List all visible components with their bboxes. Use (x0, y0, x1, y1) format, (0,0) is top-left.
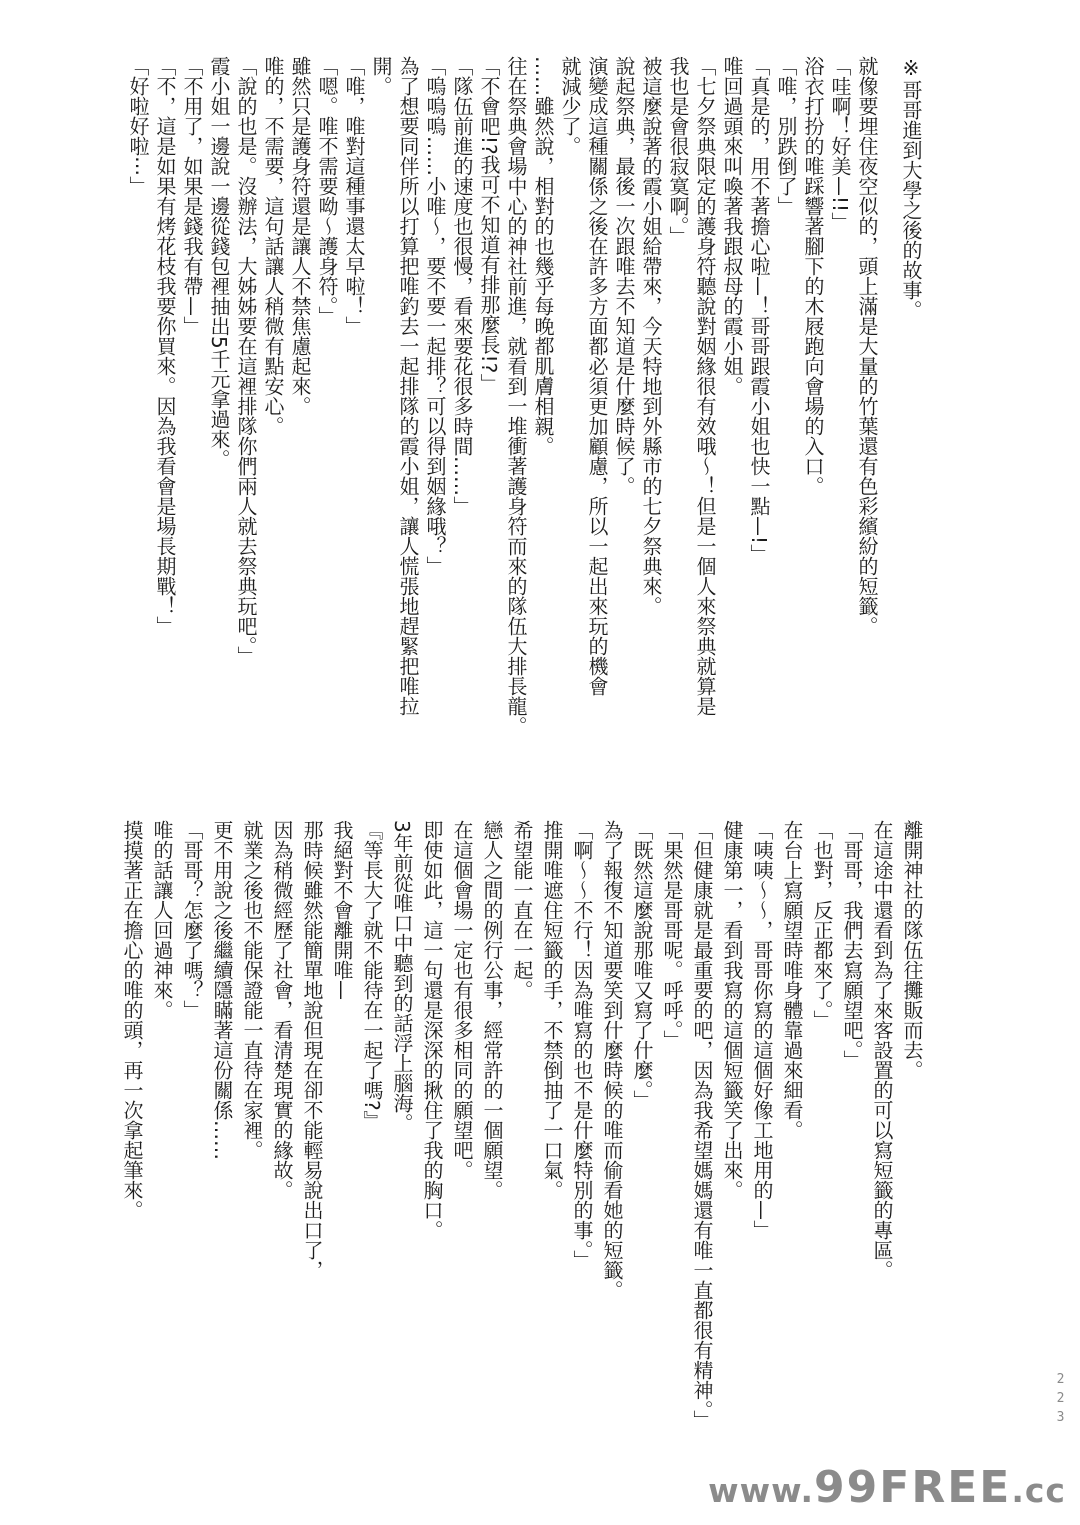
text-column: 因為稍微經歷了社會，看清楚現實的緣故。 (270, 820, 294, 1200)
story-bottom-section (117, 820, 927, 1500)
section-header-line: ※哥哥進到大學之後的故事。 (899, 56, 923, 320)
text-column: 在這途中還看到為了來客設置的可以寫短籤的專區。 (870, 820, 894, 1280)
text-column: 為了想要同伴所以打算把唯釣去一起排隊的霞小姐，讓人慌張地趕緊把唯拉 (396, 56, 420, 716)
text-column: 「啊～～不行！因為唯寫的也不是什麼特別的事。」 (570, 820, 594, 1270)
text-column: 我絕對不會離開唯— (330, 820, 354, 1000)
text-column: 開。 (369, 56, 393, 96)
text-column: 唯的話讓人回過神來。 (150, 820, 174, 1020)
text-column: 推開唯遮住短籤的手，不禁倒抽了一口氣。 (540, 820, 564, 1200)
text-column: 往在祭典會場中心的神社前進，就看到一堆衝著護身符而來的隊伍大排長龍。 (504, 56, 528, 736)
text-column: 就減少了。 (558, 56, 582, 156)
text-column: 「哇啊！好美—!!」 (828, 56, 852, 233)
text-column: 就像要埋住夜空似的，頭上滿是大量的竹葉還有色彩繽紛的短籤。 (855, 56, 879, 636)
text-column: 「好啦好啦⋯」 (126, 56, 150, 196)
text-column: 「咦咦～～，哥哥你寫的這個好像工地用的—」 (750, 820, 774, 1240)
text-column: 為了報復不知道要笑到什麼時候的唯而偷看她的短籤。 (600, 820, 624, 1300)
text-column: 說起祭典，最後一次跟唯去不知道是什麼時候了。 (612, 56, 636, 496)
text-column: 霞小姐一邊說一邊從錢包裡抽出5千元拿過來。 (207, 56, 231, 469)
text-column: 「哥哥，我們去寫願望吧。」 (840, 820, 864, 1070)
text-column: 「不用了，如果是錢我有帶—」 (180, 56, 204, 336)
text-column: 「嗚嗚嗚……小唯～，要不要一起排？可以得到姻緣哦？」 (423, 56, 447, 576)
watermark (708, 1462, 1066, 1513)
text-column: 演變成這種關係之後在許多方面都必須更加顧慮，所以一起出來玩的機會 (585, 56, 609, 696)
page-number: 223 (1053, 1372, 1068, 1429)
text-column: 更不用說之後繼續隱瞞著這份關係…… (210, 820, 234, 1160)
text-column: 我也是會很寂寞啊。」 (666, 56, 690, 246)
text-column: 「說的也是。沒辦法，大姊姊要在這裡排隊你們兩人就去祭典玩吧。」 (234, 56, 258, 666)
bottom-section-columns (117, 820, 927, 1500)
watermark-brand: 99FREE (814, 1462, 1012, 1513)
text-column: 「隊伍前進的速度也很慢，看來要花很多時間……」 (450, 56, 474, 516)
text-column: 「真是的，用不著擔心啦—！哥哥跟霞小姐也快一點—!」 (747, 56, 771, 565)
text-column: 浴衣打扮的唯踩響著腳下的木屐跑向會場的入口。 (801, 56, 825, 496)
text-column: 離開神社的隊伍往攤販而去。 (900, 820, 924, 1080)
text-column: 「也對，反正都來了。」 (810, 820, 834, 1030)
top-section-columns (124, 56, 880, 796)
text-column: 「唯，唯對這種事還太早啦！」 (342, 56, 366, 336)
text-column: 「哥哥？怎麼了嗎？」 (180, 820, 204, 1020)
text-column: 在台上寫願望時唯身體靠過來細看。 (780, 820, 804, 1140)
text-column: 「嗯。唯不需要呦～護身符。」 (315, 56, 339, 326)
text-column: 「唯，別跌倒了」 (774, 56, 798, 216)
text-column: 「果然是哥哥呢。呼呼。」 (660, 820, 684, 1050)
text-column: 被這麼說著的霞小姐給帶來，今天特地到外縣市的七夕祭典來。 (639, 56, 663, 616)
text-column: 在這個會場一定也有很多相同的願望吧。 (450, 820, 474, 1180)
text-column: 「既然這麼說那唯又寫了什麼。」 (630, 820, 654, 1110)
text-column: 希望能一直在一起。 (510, 820, 534, 1000)
text-column: 「但健康就是最重要的吧，因為我希望媽媽還有唯一直都很有精神。」 (690, 820, 714, 1430)
text-column: 戀人之間的例行公事，經常許的一個願望。 (480, 820, 504, 1200)
text-column: 「不會吧!?我可不知道有排那麼長!?」 (477, 56, 501, 394)
text-column: 唯的，不需要，這句話讓人稍微有點安心。 (261, 56, 285, 436)
text-column: 「不，這是如果有烤花枝我要你買來。因為我看會是場長期戰！」 (153, 56, 177, 636)
text-column: ……雖然說，相對的也幾乎每晚都肌膚相親。 (531, 56, 555, 456)
text-column: 3年前從唯口中聽到的話浮上腦海。 (390, 820, 414, 1133)
watermark-suffix: .cc (1011, 1471, 1066, 1510)
text-column: 「七夕祭典限定的護身符聽說對姻緣很有效哦～！但是一個人來祭典就算是 (693, 56, 717, 716)
text-column: 『等長大了就不能待在一起了嗎?』 (360, 820, 384, 1131)
text-column: 摸摸著正在擔心的唯的頭，再一次拿起筆來。 (120, 820, 144, 1220)
text-column: 雖然只是護身符還是讓人不禁焦慮起來。 (288, 56, 312, 416)
text-column: 即使如此，這一句還是深深的揪住了我的胸口。 (420, 820, 444, 1240)
text-column: 唯回過頭來叫喚著我跟叔母的霞小姐。 (720, 56, 744, 396)
text-column: 那時候雖然能簡單地說但現在卻不能輕易說出口了， (300, 820, 324, 1280)
text-column: 健康第一，看到我寫的這個短籤笑了出來。 (720, 820, 744, 1200)
watermark-prefix: www. (708, 1471, 815, 1510)
text-column: 就業之後也不能保證能一直待在家裡。 (240, 820, 264, 1160)
story-top-section (124, 56, 924, 796)
